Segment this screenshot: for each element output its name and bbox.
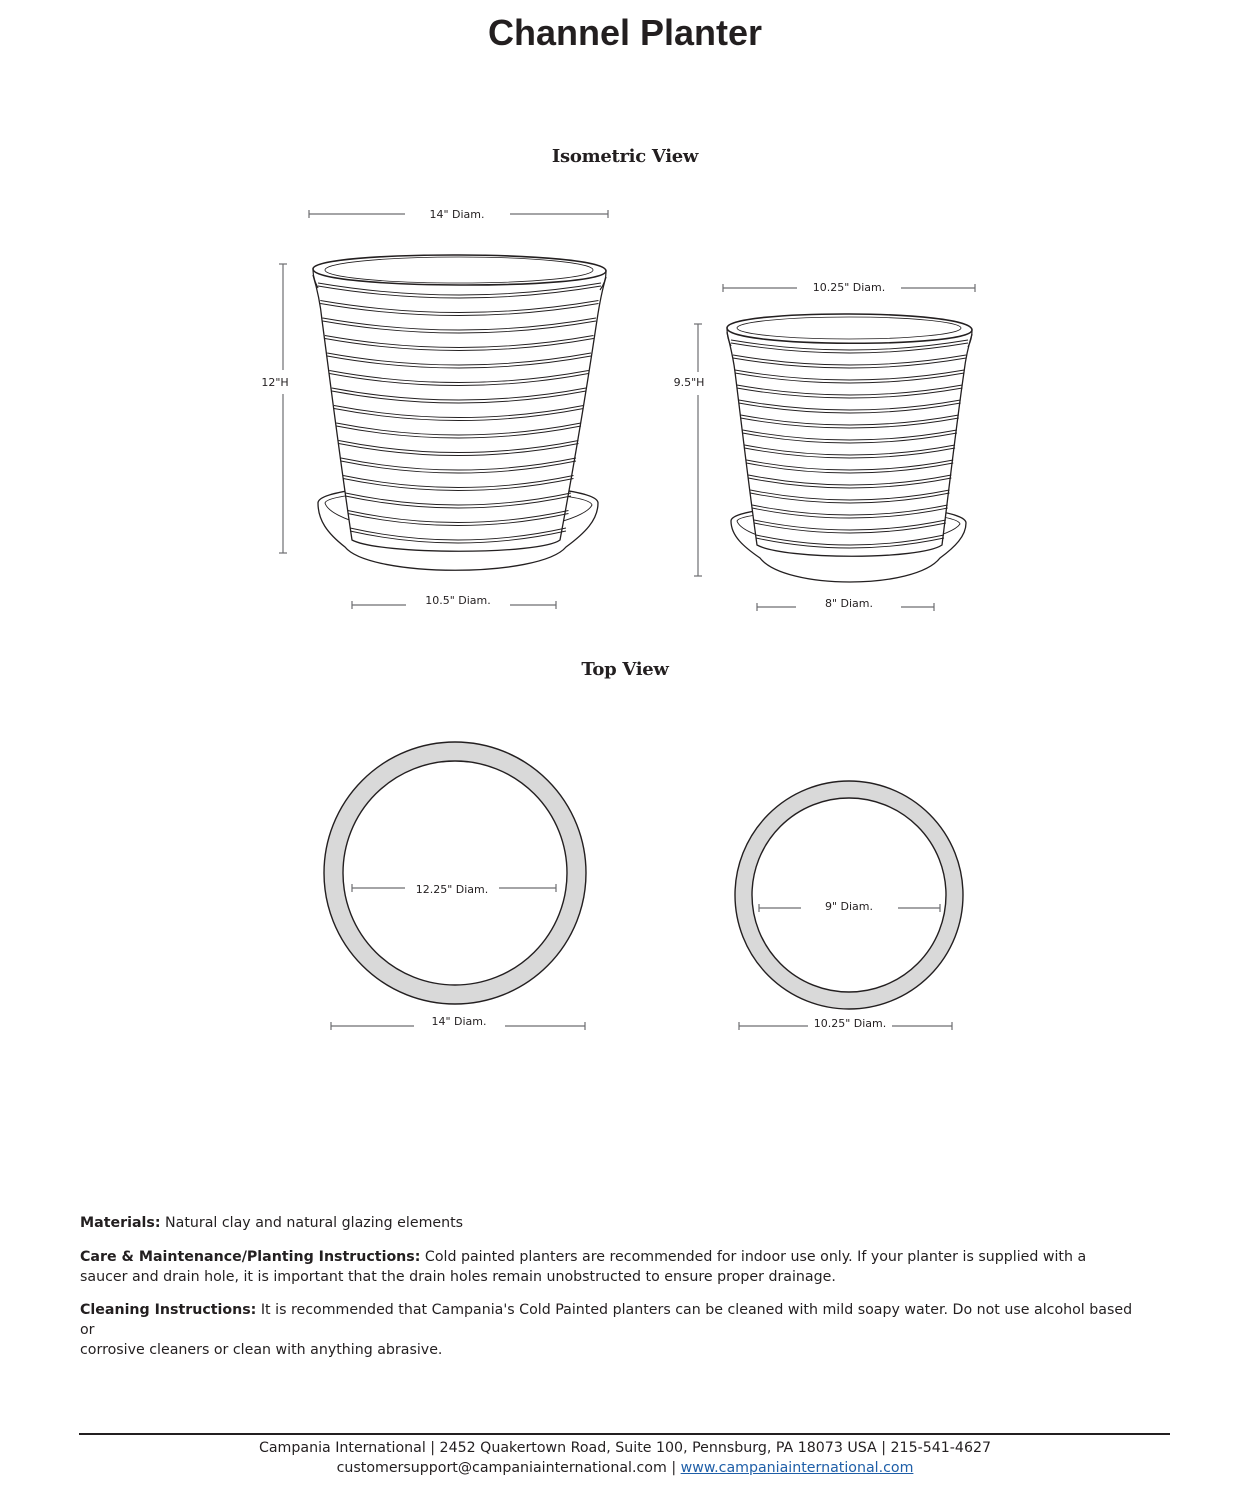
- large-outer-diameter-label: 14" Diam.: [431, 1015, 487, 1028]
- care-text-line2: saucer and drain hole, it is important that the drain holes remain unobstructed to ensure proper drainage.: [80, 1269, 836, 1285]
- cleaning-paragraph: [80, 1300, 1140, 1360]
- large-inner-circle: [343, 761, 567, 985]
- large-saucer-diameter-label: 10.5" Diam.: [425, 594, 491, 607]
- care-paragraph: [80, 1247, 1140, 1287]
- small-inner-diameter-label: 9" Diam.: [824, 900, 874, 913]
- footer-separator: |: [666, 1460, 681, 1476]
- small-height-dimension: [694, 324, 702, 576]
- small-inner-circle: [752, 798, 946, 992]
- small-outer-diameter-label: 10.25" Diam.: [813, 1017, 887, 1030]
- care-text-line1: Cold painted planters are recommended for indoor use only. If your planter is supplied with a: [420, 1249, 1087, 1265]
- footer-contact: [0, 1458, 1250, 1478]
- footer-address: Campania International | 2452 Quakertown Road, Suite 100, Pennsburg, PA 18073 USA | 215-541-4627: [258, 1440, 992, 1456]
- small-saucer-diameter-label: 8" Diam.: [824, 597, 874, 610]
- small-planter-isometric: [694, 284, 975, 611]
- care-label: Care & Maintenance/Planting Instructions:: [80, 1249, 421, 1265]
- footer-email: customersupport@campaniainternational.com: [336, 1460, 667, 1476]
- materials-text: Natural clay and natural glazing elements: [160, 1215, 464, 1231]
- footer-website-link[interactable]: www.campaniainternational.com: [680, 1460, 914, 1476]
- page-title: Channel Planter: [487, 12, 763, 53]
- large-inner-diameter-label: 12.25" Diam.: [415, 883, 489, 896]
- top-view-heading: Top View: [581, 659, 669, 680]
- large-height-dimension: [279, 264, 287, 553]
- large-planter-body: [313, 275, 606, 551]
- small-height-label: 9.5"H: [673, 376, 705, 389]
- large-height-label: 12"H: [261, 376, 289, 389]
- isometric-view-heading: Isometric View: [551, 146, 699, 167]
- large-planter-isometric: [279, 210, 608, 609]
- materials-paragraph: [80, 1213, 1140, 1233]
- cleaning-text-line1: It is recommended that Campania's Cold Painted planters can be cleaned with mild soapy water. Do not use alcohol based or: [80, 1302, 1133, 1338]
- footer-divider: [79, 1433, 1170, 1435]
- materials-label: Materials:: [80, 1215, 161, 1231]
- cleaning-label: Cleaning Instructions:: [80, 1302, 257, 1318]
- small-top-diameter-label: 10.25" Diam.: [812, 281, 886, 294]
- small-planter-body: [727, 332, 972, 556]
- cleaning-text-line2: corrosive cleaners or clean with anything abrasive.: [80, 1342, 443, 1358]
- large-top-diameter-label: 14" Diam.: [429, 208, 485, 221]
